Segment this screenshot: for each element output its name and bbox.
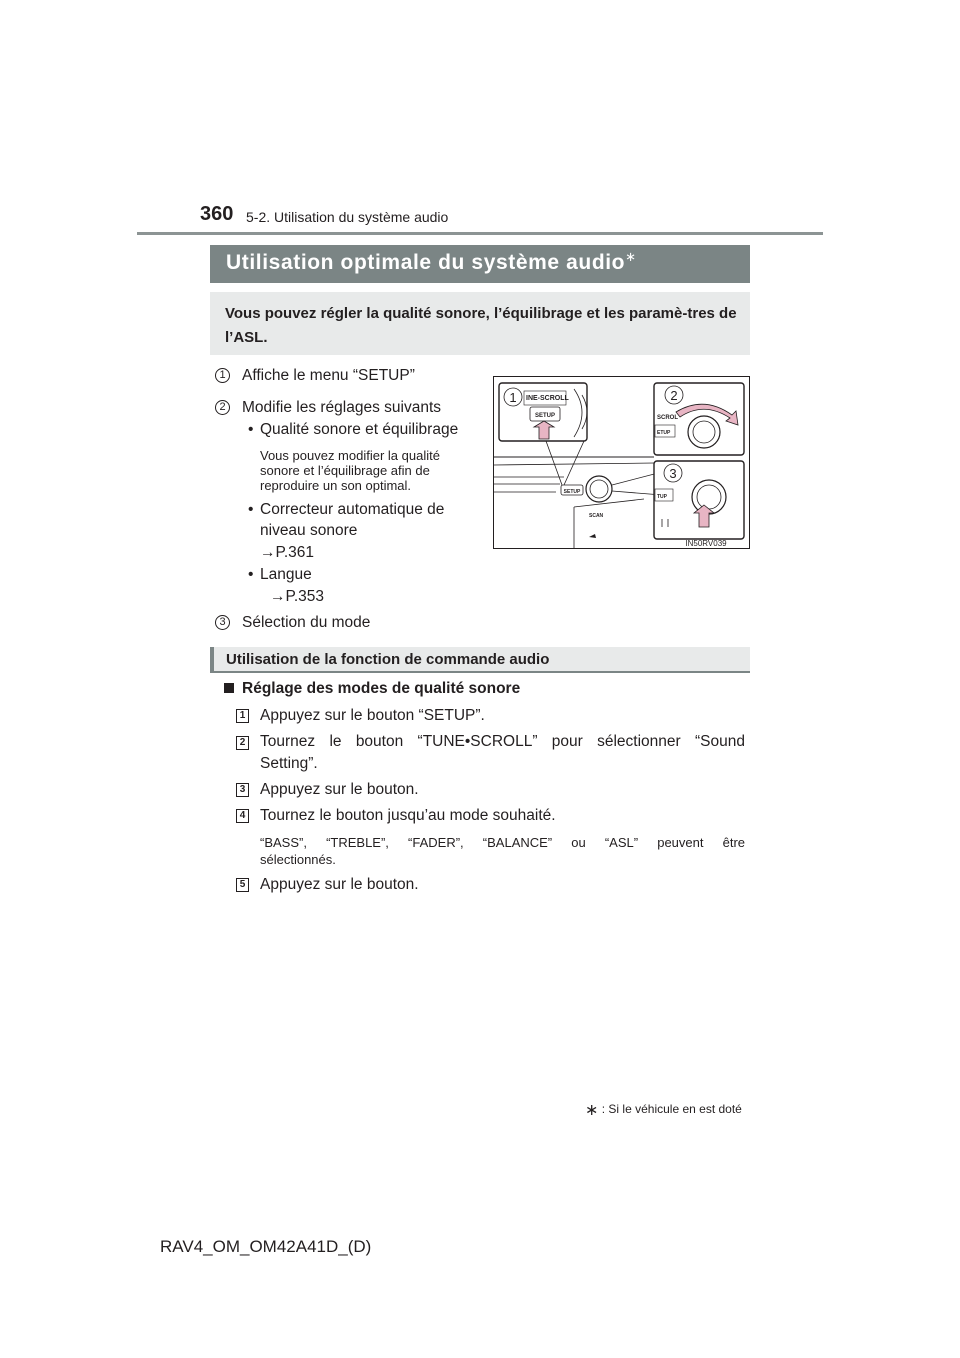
callout-2: 2: [670, 388, 678, 403]
header-rule: [137, 232, 823, 235]
step-square-3: 3: [236, 783, 249, 797]
step-3-circle: 3: [215, 615, 230, 630]
page-title-text: Utilisation optimale du système audio: [226, 251, 626, 274]
subsection-title: Utilisation de la fonction de commande audio: [226, 651, 550, 668]
subsection-heading: Réglage des modes de qualité sonore: [242, 680, 521, 697]
footnote: [585, 1098, 742, 1118]
step-square-4: 4: [236, 809, 249, 823]
action-step-3: Appuyez sur le bouton.: [260, 781, 419, 798]
bullet-dot: •: [248, 501, 254, 518]
ref-link-361[interactable]: →P.361: [260, 544, 315, 561]
step-2-circle: 2: [215, 400, 230, 415]
bullet-correcteur: [260, 500, 478, 520]
step-2-text: Modifie les réglages suivants: [242, 399, 442, 416]
bullet-correcteur-line2: niveau sonore: [260, 522, 358, 539]
note-line-2: sonore et l’équilibrage afin de: [260, 463, 430, 478]
scan-label: SCAN: [589, 513, 604, 519]
bullet-dot: •: [248, 421, 254, 438]
intro-box: [210, 292, 750, 355]
step-1-circle: 1: [215, 368, 230, 383]
step-square-5: 5: [236, 878, 249, 892]
note-line-1: Vous pouvez modifier la qualité: [260, 448, 440, 463]
tune-scroll-label: INE-SCROLL: [526, 395, 569, 402]
step-3-text: Sélection du mode: [242, 614, 371, 631]
footnote-text: : Si le véhicule en est doté: [601, 1102, 742, 1116]
figure-code: IN50RV039: [685, 539, 727, 548]
step-square-1: 1: [236, 709, 249, 723]
bullet-langue: Langue: [260, 566, 312, 583]
action-step-4: Tournez le bouton jusqu’au mode souhaité.: [260, 807, 556, 824]
scroll-label: SCROL: [657, 415, 678, 421]
title-bar: [210, 245, 750, 283]
setup2-label: ETUP: [657, 430, 671, 436]
section-title: 5-2. Utilisation du système audio: [246, 209, 449, 225]
subsection-bar: [210, 647, 750, 673]
action-step-1: Appuyez sur le bouton “SETUP”.: [260, 707, 485, 724]
bullet-dot: •: [248, 566, 254, 583]
asterisk-mark: ∗: [625, 249, 637, 264]
action-step-2-line2: Setting”.: [260, 755, 318, 772]
bullet-quality: Qualité sonore et équilibrage: [260, 421, 459, 438]
audio-panel-illustration: [493, 376, 750, 549]
footnote-asterisk: ∗: [585, 1102, 599, 1119]
callout-3: 3: [669, 466, 677, 481]
action-step-2: Tournez le bouton “TUNE•SCROLL” pour sélectionner “Sound: [260, 733, 745, 750]
intro-text: Vous pouvez régler la qualité sonore, l’équilibrage et les paramè-tres de l’ASL.: [225, 305, 737, 346]
action-step-4-note-line2: sélectionnés.: [260, 852, 336, 867]
step-1-text: Affiche le menu “SETUP”: [242, 367, 415, 384]
console-setup-label: SETUP: [563, 489, 581, 495]
document-code: RAV4_OM_OM42A41D_(D): [160, 1237, 372, 1256]
action-step-4-note: “BASS”, “TREBLE”, “FADER”, “BALANCE” ou “ASL” peuvent être: [260, 835, 745, 850]
ref-link-353[interactable]: →P.353: [270, 588, 325, 605]
inset-setup-label: SETUP: [534, 413, 556, 419]
audio-panel-drawing: [494, 377, 750, 549]
note-line-3: reproduire un son optimal.: [260, 478, 412, 493]
page-title: [226, 251, 637, 275]
action-step-5: Appuyez sur le bouton.: [260, 876, 419, 893]
step-square-2: 2: [236, 736, 249, 750]
heading-square-icon: [224, 683, 234, 693]
tup-label: TUP: [657, 494, 667, 500]
callout-1: 1: [509, 390, 517, 405]
page-number: 360: [200, 203, 234, 225]
bullet-correcteur-text: Correcteur automatique de: [260, 501, 445, 518]
